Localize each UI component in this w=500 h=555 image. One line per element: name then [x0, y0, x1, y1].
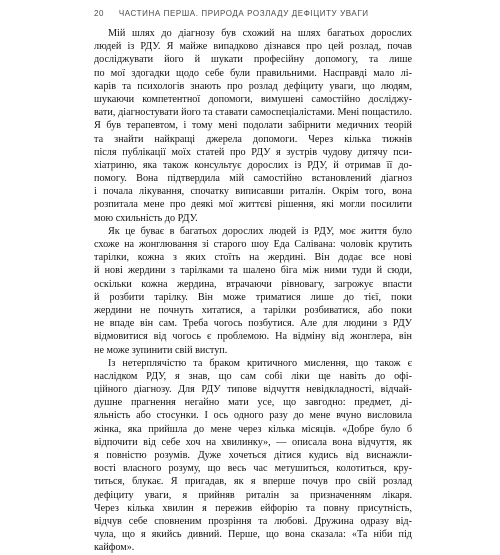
text-line: мою схильність до РДУ.	[94, 212, 198, 224]
text-line: тарілки, кожна з яких стоїть на жердині. Він додає все нові	[94, 252, 412, 264]
text-line: душне прагнення негайно мати усе, що завгодно: предмет, ді-	[94, 397, 412, 409]
text-line: жердини не почнуть хитатися, а тарілки розбиватися, або поки	[94, 304, 412, 316]
text-line: Мій шлях до діагнозу був схожий на шлях багатьох дорослих	[108, 28, 412, 39]
text-line: й нові жердини з тарілками та шалено біга між ними туди й сюди,	[94, 265, 412, 277]
text-line: наслідком РДУ, я знав, що сам собі ліки ще навіть до офі-	[94, 370, 412, 382]
text-line: Як це буває в багатьох дорослих людей із РДУ, моє життя було	[108, 225, 412, 237]
text-line: після публікації моїх статей про РДУ я зустрів чудову дитячу пси-	[94, 146, 412, 158]
text-line: Через кілька хвилин я пережив ейфорію та повну присутність,	[94, 502, 412, 514]
text-line: по мої здогадки щодо себе були правильними. Насправді мало лі-	[94, 67, 412, 79]
page-number: 20	[94, 9, 105, 18]
text-line: Із нетерплячістю та браком критичного мислення, що також є	[108, 357, 412, 369]
text-line: чула, що я якийсь дивний. Перше, що вона сказала: «Та ніби під	[94, 529, 412, 541]
text-line: я повністю розумів. Дуже хочеться дітися кудись від виснажли-	[94, 450, 412, 461]
paragraph	[94, 27, 412, 225]
text-line: шукаючи компетентної допомоги, вимушені самостійно досліджу-	[94, 93, 412, 105]
text-line: та знайти найкращі джерела допомоги. Через кілька тижнів	[94, 133, 412, 145]
text-line: відпочити від себе хоч на хвилинку», — описала вона відчуття, як	[94, 436, 412, 448]
text-line: відмовитися від чогось є проблемою. На відміну від жонглера, він	[94, 331, 412, 343]
text-line: оскільки кожна жердина, втрачаючи рівновагу, загрожує впасти	[94, 278, 412, 290]
text-line: хіатриню, яка також консультує дорослих із РДУ, й отримав її до-	[94, 159, 412, 171]
text-line: людей із РДУ. Я майже випадково дізнався про цей розлад, почав	[94, 41, 412, 53]
text-line: і почала лікування, спочатку виписавши риталін. Окрім того, вона	[94, 186, 412, 198]
text-line: жінка, яка прийшла до мене через кілька місяців. «Добре було б	[94, 423, 412, 435]
text-line: досліджувати його й шукати професійну допомогу, та лише	[94, 54, 412, 66]
chapter-title: ЧАСТИНА ПЕРША. ПРИРОДА РОЗЛАДУ ДЕФІЦИТУ УВАГИ	[118, 9, 369, 18]
running-header	[94, 9, 424, 23]
paragraph	[94, 357, 412, 555]
text-line: помогу. Вона підтвердила мій самостійно встановлений діагноз	[94, 173, 412, 185]
text-line: відчув себе сповненим прозріння та любові. Дружина одразу від-	[94, 515, 412, 527]
text-line: дефіциту уваги, я прийняв риталін за призначенням лікаря.	[94, 489, 412, 501]
text-line: й розбити тарілку. Він може триматися лише до тієї, поки	[94, 291, 412, 303]
text-line: Я був терапевтом, і тому мені подолати забірнити медичних теорій	[94, 120, 412, 132]
text-line: кайфом».	[94, 542, 135, 554]
text-line: титься, блукає. Я пригадав, як я вперше почув про свій розлад	[94, 476, 412, 488]
text-line: не впаде він сам. Треба чогось позбутися. Але для людини з РДУ	[94, 318, 412, 330]
text-line: карів та психологів знають про розлад дефіциту уваги, що людям,	[94, 80, 412, 92]
text-line: вати, діагностувати його та ставати самоспеціалістами. Мені пощастило.	[94, 107, 412, 119]
text-line: ційного діагнозу. Для РДУ типове відчуття невідкладності, відчай-	[94, 384, 412, 396]
text-line: вості власного розуму, що весь час метушиться, колотиться, кру-	[94, 463, 412, 475]
text-line: яльність або стосунки. І ось одного разу до мене вчуно висловила	[94, 410, 412, 422]
paragraph	[94, 225, 412, 357]
text-line: розпитала мене про деякі мої життєві рішення, які могли посилити	[94, 199, 412, 211]
text-line: схоже на жонглювання зі старого шоу Еда Салівана: чоловік крутить	[94, 239, 412, 250]
body-text	[94, 27, 412, 555]
text-line: не може зупинити свій виступ.	[94, 344, 228, 356]
